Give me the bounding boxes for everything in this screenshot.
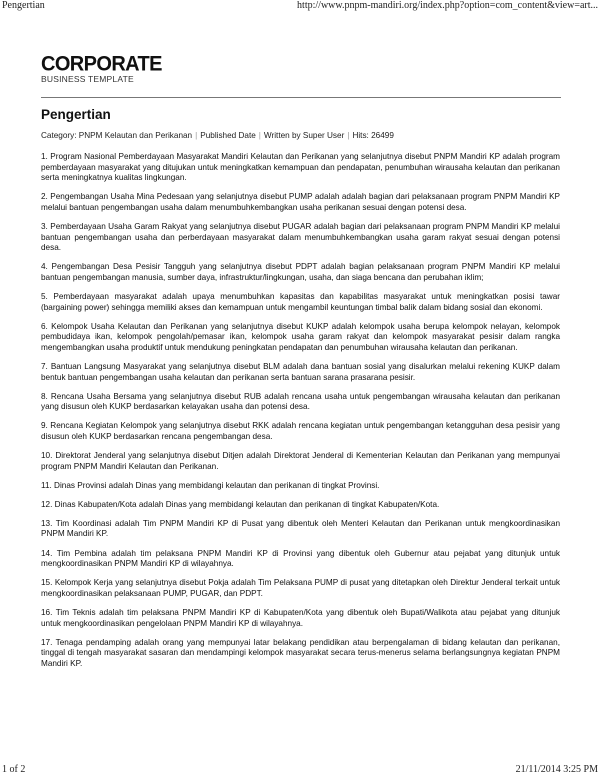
paragraph: 2. Pengembangan Usaha Mina Pedesaan yang selanjutnya disebut PUMP adalah adalah bagian dari pelaksanaan program PNPM Mandiri KP melalui bantuan pengembangan usaha dalam menumbuhkembangkan usaha perikanan sesuai dengan potensi desa.: [41, 192, 560, 212]
print-datetime: 21/11/2014 3:25 PM: [515, 764, 598, 775]
paragraph: 12. Dinas Kabupaten/Kota adalah Dinas yang membidangi kelautan dan perikanan di tingkat Kabupaten/Kota.: [41, 499, 440, 509]
paragraph: 11. Dinas Provinsi adalah Dinas yang membidangi kelautan dan perikanan di tingkat Provinsi.: [41, 480, 380, 490]
meta-hits: Hits: 26499: [352, 131, 394, 140]
meta-published: Published Date: [200, 131, 256, 140]
page-url[interactable]: http://www.pnpm-mandiri.org/index.php?option=com_content&view=art...: [297, 0, 598, 11]
paragraph: 16. Tim Teknis adalah tim pelaksana PNPM Mandiri KP di Kabupaten/Kota yang dibentuk oleh Bupati/Walikota atau pejabat yang ditunjuk untuk mengkoordinasikan pengelolaan PNPM Mandiri KP di wilayahnya.: [41, 607, 560, 628]
paragraph: 15. Kelompok Kerja yang selanjutnya disebut Pokja adalah Tim Pelaksana PUMP di pusat yang ditetapkan oleh Direktur Jenderal terkait untuk mengkoordinasikan pelaksanaan PUMP, PUGAR, dan PDPT.: [41, 578, 560, 598]
meta-separator: |: [195, 131, 198, 140]
paragraph: 6. Kelompok Usaha Kelautan dan Perikanan yang selanjutnya disebut KUKP adalah kelompok usaha berupa kelompok nelayan, kelompok pembudidaya ikan, kelompok pengolah/pemasar ikan, kelompok usaha garam rakyat dan kelompok masyarakat pesisir dalam rangka mengembangkan usaha produktif untuk mendukung peningkatan pendapatan dan penumbuhan wirausaha kelautan dan perikanan.: [41, 321, 560, 352]
header-divider: [41, 97, 561, 98]
logo-main-text: CORPORATE: [41, 51, 162, 76]
paragraph: 17. Tenaga pendamping adalah orang yang mempunyai latar belakang pendidikan atau berpengalaman di bidang kelautan dan perikanan, tinggal di tengah masyarakat sasaran dan mendampingi kelompok masyarakat secara terus-menerus selama berlangsungnya kegiatan PNPM Mandiri KP.: [41, 637, 560, 668]
paragraph: 4. Pengembangan Desa Pesisir Tangguh yang selanjutnya disebut PDPT adalah bagian pelaksanaan program PNPM Mandiri KP melalui bantuan pengembangan manusia, sumber daya, infrastruktur/lingkungan, usaha, dan siaga bencana dan perubahan iklim;: [41, 262, 560, 282]
meta-separator: |: [258, 131, 261, 140]
article-meta: [41, 131, 394, 140]
logo-sub-text: BUSINESS TEMPLATE: [41, 74, 134, 84]
article-title[interactable]: Pengertian: [41, 107, 111, 122]
page-title-header: Pengertian: [2, 0, 45, 11]
paragraph: 14. Tim Pembina adalah tim pelaksana PNPM Mandiri KP di Provinsi yang dibentuk oleh Gubernur atau pejabat yang ditunjuk untuk mengkoordinasikan PNPM Mandiri KP di wilayahnya.: [41, 548, 560, 569]
print-footer: [0, 764, 600, 776]
paragraph: 10. Direktorat Jenderal yang selanjutnya disebut Ditjen adalah Direktorat Jenderal di Kementerian Kelautan dan Perikanan yang mempunyai program PNPM Mandiri Kelautan dan Perikanan.: [41, 450, 560, 471]
paragraph: 9. Rencana Kegiatan Kelompok yang selanjutnya disebut RKK adalah rencana kegiatan untuk pengembangan ketangguhan desa pesisir yang disusun oleh KUKP berdasarkan rencana pengembangan desa.: [41, 421, 560, 441]
paragraph: 13. Tim Koordinasi adalah Tim PNPM Mandiri KP di Pusat yang dibentuk oleh Menteri Kelautan dan Perikanan untuk mengkoordinasikan PNPM Mandiri KP.: [41, 518, 560, 539]
paragraph: 1. Program Nasional Pemberdayaan Masyarakat Mandiri Kelautan dan Perikanan yang selanjutnya disebut PNPM Mandiri KP adalah program pemberdayaan masyarakat yang ditujukan untuk meningkatkan kemampuan dan pendapatan, penumbuhan wirausaha kelautan dan perikanan serta meningkatnya kualitas lingkungan.: [41, 152, 560, 183]
meta-separator: |: [347, 131, 350, 140]
paragraph: 5. Pemberdayaan masyarakat adalah upaya menumbuhkan kapasitas dan kapabilitas masyarakat untuk meningkatkan posisi tawar (bargaining power) sehingga memiliki akses dan kemampuan untuk mengambil keuntungan timbal balik dalam bidang sosial dan ekonomi.: [41, 291, 560, 312]
paragraph: 8. Rencana Usaha Bersama yang selanjutnya disebut RUB adalah rencana usaha untuk pengembangan wirausaha kelautan dan perikanan yang disusun oleh KUKP berdasarkan kelayakan usaha dan potensi desa.: [41, 391, 560, 412]
paragraph: 7. Bantuan Langsung Masyarakat yang selanjutnya disebut BLM adalah dana bantuan sosial yang disalurkan melalui rekening KUKP dalam bentuk bantuan pengembangan usaha kelautan dan perikanan serta bantuan sarana prasarana pesisir.: [41, 361, 560, 382]
print-header: [0, 0, 600, 12]
meta-category[interactable]: Category: PNPM Kelautan dan Perikanan: [41, 131, 193, 140]
paragraph: 3. Pemberdayaan Usaha Garam Rakyat yang selanjutnya disebut PUGAR adalah bagian dari pelaksanaan program PNPM Mandiri KP melalui bantuan pengembangan usaha dan perberdayaan masyarakat dalam menumbuhkembangkan usaha garam rakyat sesuai dengan potensi desa.: [41, 221, 560, 253]
page-indicator: 1 of 2: [2, 764, 26, 775]
logo[interactable]: [41, 53, 162, 84]
meta-author: Written by Super User: [263, 131, 345, 140]
article-body: [41, 152, 560, 678]
